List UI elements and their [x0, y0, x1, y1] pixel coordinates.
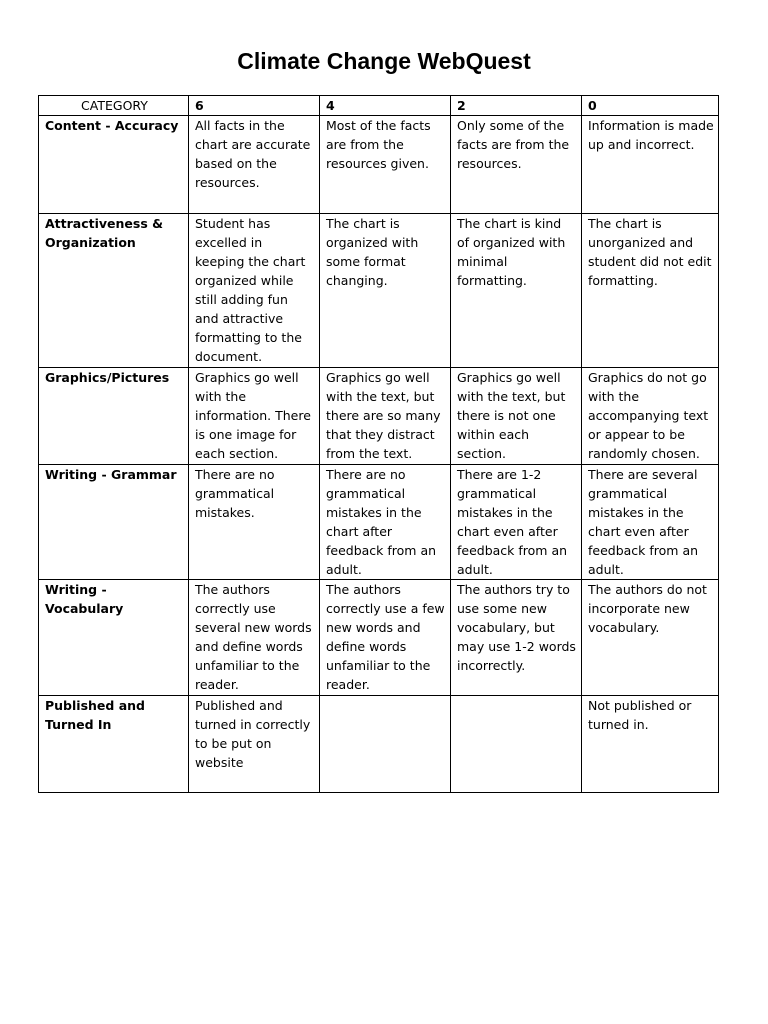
criteria-cell: The authors try to use some new vocabulary, but may use 1-2 words incorrectly. — [451, 580, 582, 696]
header-score-6: 6 — [189, 96, 320, 116]
criteria-cell: Published and turned in correctly to be put on website — [189, 696, 320, 793]
row-category: Graphics/Pictures — [39, 368, 189, 465]
criteria-cell: Graphics go well with the information. There is one image for each section. — [189, 368, 320, 465]
table-row — [39, 580, 719, 696]
criteria-cell: The authors do not incorporate new vocabulary. — [582, 580, 719, 696]
header-score-0: 0 — [582, 96, 719, 116]
criteria-cell: Not published or turned in. — [582, 696, 719, 793]
criteria-cell: There are 1-2 grammatical mistakes in the chart even after feedback from an adult. — [451, 465, 582, 580]
table-row — [39, 116, 719, 214]
criteria-cell: Student has excelled in keeping the chart organized while still adding fun and attractive formatting to the document. — [189, 214, 320, 368]
table-row — [39, 368, 719, 465]
row-category: Writing - Grammar — [39, 465, 189, 580]
criteria-cell: The authors correctly use several new words and define words unfamiliar to the reader. — [189, 580, 320, 696]
criteria-cell: Most of the facts are from the resources given. — [320, 116, 451, 214]
criteria-cell — [451, 696, 582, 793]
criteria-cell: Only some of the facts are from the resources. — [451, 116, 582, 214]
document-title: Climate Change WebQuest — [237, 48, 531, 74]
criteria-cell: Graphics do not go with the accompanying text or appear to be randomly chosen. — [582, 368, 719, 465]
table-header-row — [39, 96, 719, 116]
criteria-cell: Graphics go well with the text, but there are so many that they distract from the text. — [320, 368, 451, 465]
criteria-cell: There are no grammatical mistakes in the chart after feedback from an adult. — [320, 465, 451, 580]
criteria-cell — [320, 696, 451, 793]
criteria-cell: The chart is organized with some format changing. — [320, 214, 451, 368]
row-category: Attractiveness & Organization — [39, 214, 189, 368]
row-category: Published and Turned In — [39, 696, 189, 793]
criteria-cell: All facts in the chart are accurate based on the resources. — [189, 116, 320, 214]
criteria-cell: The chart is unorganized and student did not edit formatting. — [582, 214, 719, 368]
header-score-4: 4 — [320, 96, 451, 116]
rubric-table — [38, 95, 719, 793]
header-score-2: 2 — [451, 96, 582, 116]
criteria-cell: Information is made up and incorrect. — [582, 116, 719, 214]
criteria-cell: There are several grammatical mistakes in the chart even after feedback from an adult. — [582, 465, 719, 580]
header-category: CATEGORY — [39, 96, 189, 116]
row-category: Content - Accuracy — [39, 116, 189, 214]
criteria-cell: The authors correctly use a few new words and define words unfamiliar to the reader. — [320, 580, 451, 696]
table-row — [39, 696, 719, 793]
criteria-cell: Graphics go well with the text, but there is not one within each section. — [451, 368, 582, 465]
criteria-cell: The chart is kind of organized with minimal formatting. — [451, 214, 582, 368]
row-category: Writing - Vocabulary — [39, 580, 189, 696]
table-row — [39, 214, 719, 368]
criteria-cell: There are no grammatical mistakes. — [189, 465, 320, 580]
table-row — [39, 465, 719, 580]
